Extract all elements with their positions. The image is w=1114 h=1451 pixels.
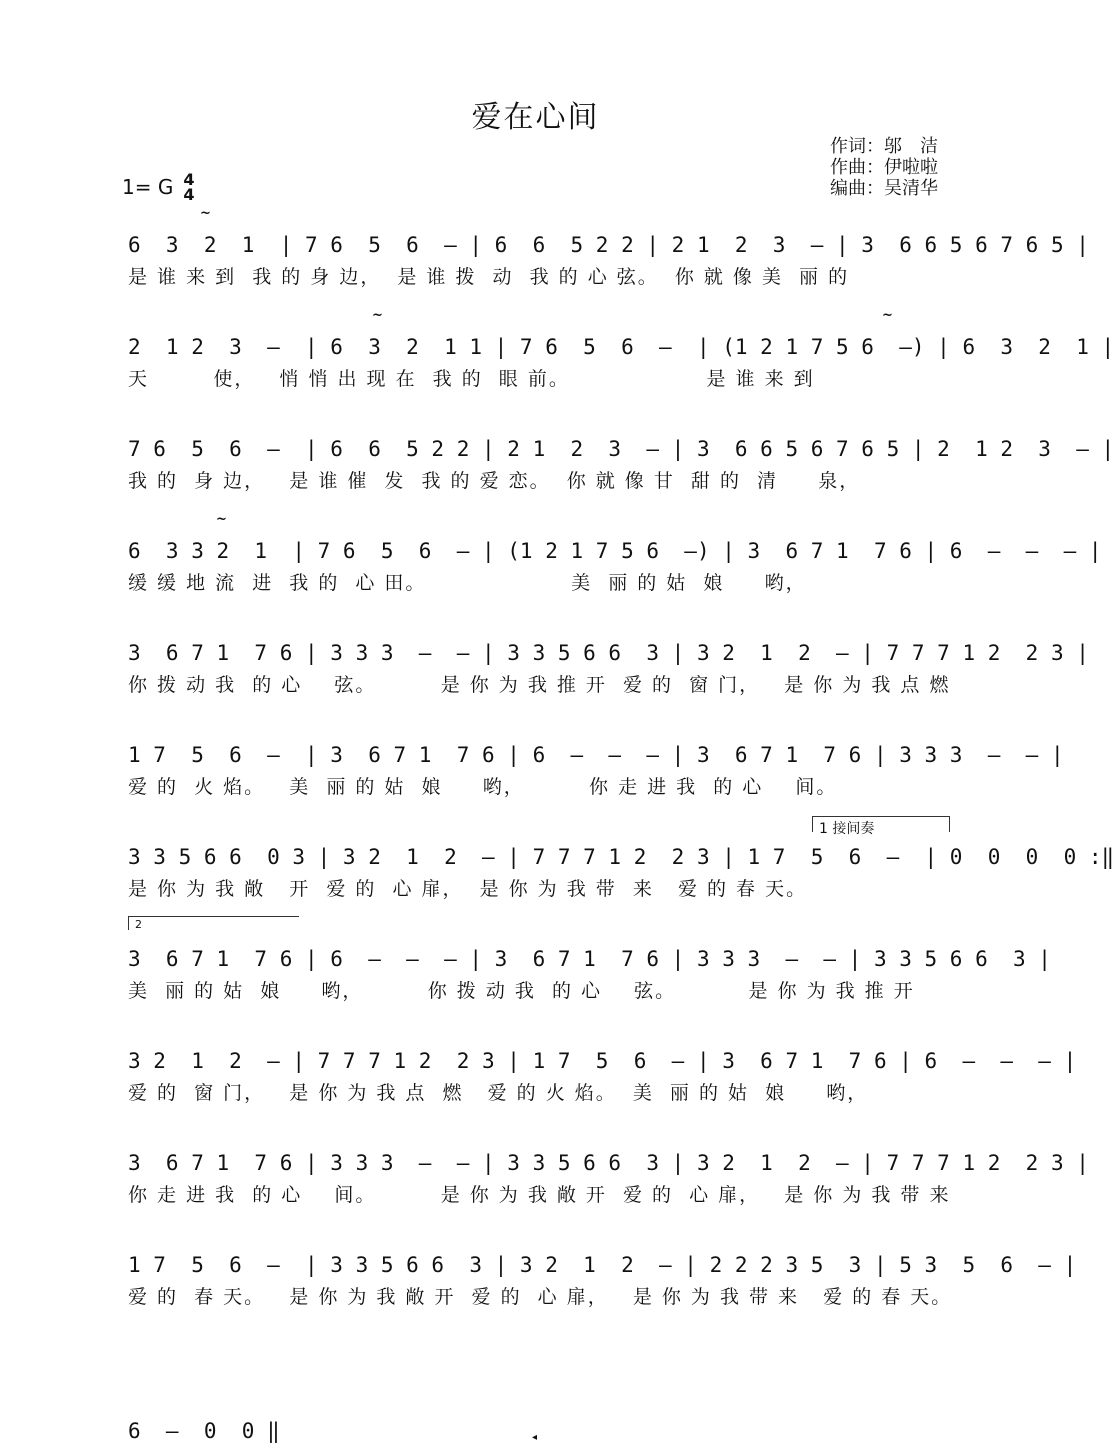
lyric-line: 是 你 为 我 敞 开 爱 的 心 扉， 是 你 为 我 带 来 爱 的 春 天。	[128, 878, 808, 900]
notation-line: 3 6 7 1 7 6 | 3 3 3 — — | 3 3 5 6 6 3 | 3 2 1 2 — | 7 7 7 1 2 2 3 |	[128, 1151, 1089, 1175]
turn-ornament-icon: ~	[200, 206, 211, 221]
lyric-line: 天 使， 悄 悄 出 现 在 我 的 眼 前。 是 谁 来 到	[128, 368, 815, 390]
score-title: 爱在心间	[471, 100, 600, 135]
lyric-line: 爱 的 春 天。 是 你 为 我 敞 开 爱 的 心 扉， 是 你 为 我 带 来 爱 的 春 天。	[128, 1286, 953, 1308]
lyric-line: 美 丽 的 姑 娘 哟， 你 拨 动 我 的 心 弦。 是 你 为 我 推 开	[128, 980, 915, 1002]
turn-ornament-icon: ~	[882, 308, 893, 323]
notation-line: 7 6 5 6 — | 6 6 5 2 2 | 2 1 2 3 — | 3 6 6 5 6 7 6 5 | 2 1 2 3 — |	[128, 437, 1114, 461]
time-signature	[183, 172, 194, 202]
lyric-line: 缓 缓 地 流 进 我 的 心 田。 美 丽 的 姑 娘 哟，	[128, 572, 807, 594]
notation-line: 1 7 5 6 — | 3 3 5 6 6 3 | 3 2 1 2 — | 2 2 2 3 5 3 | 5 3 5 6 — |	[128, 1253, 1077, 1277]
key-signature	[122, 172, 194, 202]
lyric-line: 我 的 身 边， 是 谁 催 发 我 的 爱 恋。 你 就 像 甘 甜 的 清 泉，	[128, 470, 861, 492]
notation-line: 6 — 0 0 ‖	[128, 1419, 280, 1443]
time-denominator: 4	[183, 185, 195, 204]
credits	[830, 136, 970, 199]
notation-line: 3 6 7 1 7 6 | 6 — — — | 3 6 7 1 7 6 | 3 3 3 — — | 3 3 5 6 6 3 |	[128, 947, 1051, 971]
composer-credit: 作曲：伊啦啦	[830, 157, 938, 178]
lyric-line: 你 拨 动 我 的 心 弦。 是 你 为 我 推 开 爱 的 窗 门， 是 你 为 我 点 燃	[128, 674, 951, 696]
time-numerator: 4	[183, 170, 195, 189]
key-label: 1= G	[122, 175, 174, 199]
notation-line: 2 1 2 3 — | 6 3 2 1 1 | 7 6 5 6 — | (1 2 1 7 5 6 —) | 6 3 2 1 |	[128, 335, 1114, 359]
turn-ornament-icon: ~	[372, 308, 383, 323]
arranger-credit: 编曲：吴清华	[830, 178, 938, 199]
volta-first-ending: 1 接间奏	[812, 816, 950, 832]
notation-line: 3 3 5 6 6 0 3 | 3 2 1 2 — | 7 7 7 1 2 2 3 | 1 7 5 6 — | 0 0 0 0 :‖	[128, 845, 1114, 869]
page-marker: ◂	[532, 1432, 538, 1443]
notation-line: 3 2 1 2 — | 7 7 7 1 2 2 3 | 1 7 5 6 — | 3 6 7 1 7 6 | 6 — — — |	[128, 1049, 1077, 1073]
notation-line: 3 6 7 1 7 6 | 3 3 3 — — | 3 3 5 6 6 3 | 3 2 1 2 — | 7 7 7 1 2 2 3 |	[128, 641, 1089, 665]
notation-line: 1 7 5 6 — | 3 6 7 1 7 6 | 6 — — — | 3 6 7 1 7 6 | 3 3 3 — — |	[128, 743, 1064, 767]
notation-line: 6 3 3 2 1 | 7 6 5 6 — | (1 2 1 7 5 6 —) | 3 6 7 1 7 6 | 6 — — — |	[128, 539, 1102, 563]
lyric-line: 爱 的 火 焰。 美 丽 的 姑 娘 哟， 你 走 进 我 的 心 间。	[128, 776, 838, 798]
volta-second-ending: 2	[128, 916, 299, 930]
lyric-line: 爱 的 窗 门， 是 你 为 我 点 燃 爱 的 火 焰。 美 丽 的 姑 娘 哟，	[128, 1082, 869, 1104]
lyricist-credit: 作词：邬 洁	[830, 136, 938, 157]
lyric-line: 是 谁 来 到 我 的 身 边， 是 谁 拨 动 我 的 心 弦。 你 就 像 美 丽 的	[128, 266, 850, 288]
notation-line: 6 3 2 1 | 7 6 5 6 — | 6 6 5 2 2 | 2 1 2 3 — | 3 6 6 5 6 7 6 5 |	[128, 233, 1089, 257]
lyric-line: 你 走 进 我 的 心 间。 是 你 为 我 敞 开 爱 的 心 扉， 是 你 为 我 带 来	[128, 1184, 951, 1206]
turn-ornament-icon: ~	[216, 512, 227, 527]
